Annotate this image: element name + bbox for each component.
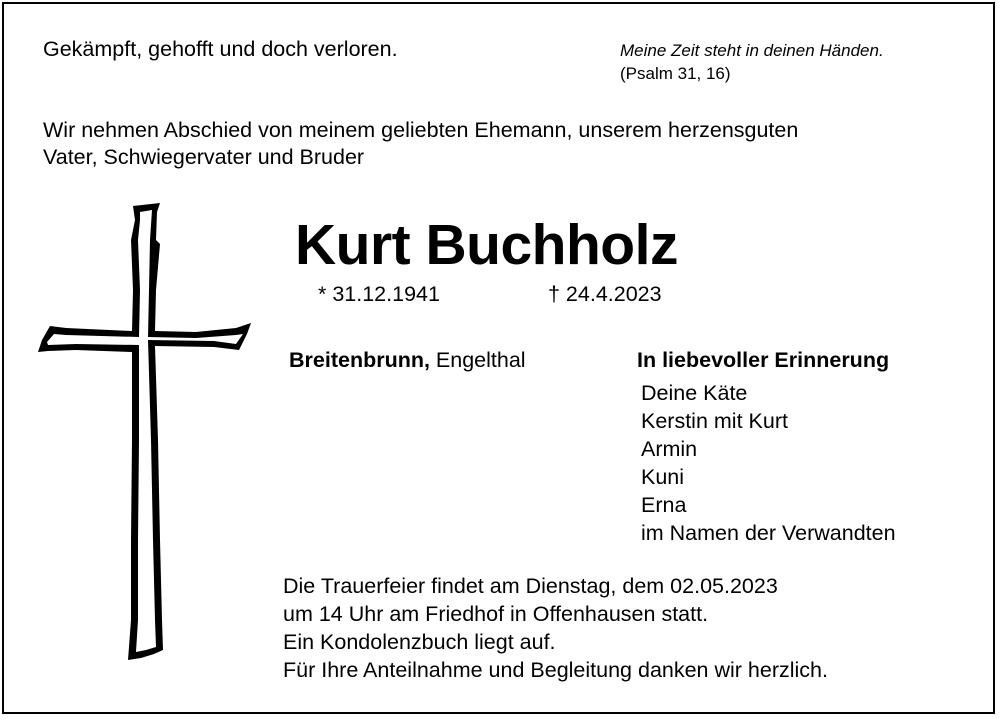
family-member: Erna xyxy=(641,493,687,517)
motto: Gekämpft, gehofft und doch verloren. xyxy=(43,37,398,61)
verse-reference: (Psalm 31, 16) xyxy=(620,64,731,83)
intro-line-2: Vater, Schwiegervater und Bruder xyxy=(43,145,365,169)
place xyxy=(289,346,526,374)
ceremony-line: Die Trauerfeier findet am Dienstag, dem 02.05.2023 xyxy=(283,574,778,598)
family-member: Kuni xyxy=(641,465,685,489)
verse-text: Meine Zeit steht in deinen Händen. xyxy=(620,41,884,60)
family-member: im Namen der Verwandten xyxy=(641,521,896,545)
intro-line-1: Wir nehmen Abschied von meinem geliebten Ehemann, unserem herzensguten xyxy=(43,118,799,142)
deceased-name: Kurt Buchholz xyxy=(295,213,678,277)
place-secondary: Engelthal xyxy=(429,348,526,372)
ceremony-line: um 14 Uhr am Friedhof in Offenhausen statt. xyxy=(283,602,709,626)
family-member: Kerstin mit Kurt xyxy=(641,409,788,433)
place-main: Breitenbrunn, xyxy=(289,348,430,372)
ceremony-line: Ein Kondolenzbuch liegt auf. xyxy=(283,630,556,654)
memory-title: In liebevoller Erinnerung xyxy=(637,348,890,372)
cross-icon xyxy=(36,200,256,665)
family-member: Deine Käte xyxy=(641,381,748,405)
ceremony-line: Für Ihre Anteilnahme und Begleitung danken wir herzlich. xyxy=(283,658,828,682)
death-date: † 24.4.2023 xyxy=(548,282,662,306)
birth-date: * 31.12.1941 xyxy=(318,282,440,306)
family-member: Armin xyxy=(641,437,698,461)
